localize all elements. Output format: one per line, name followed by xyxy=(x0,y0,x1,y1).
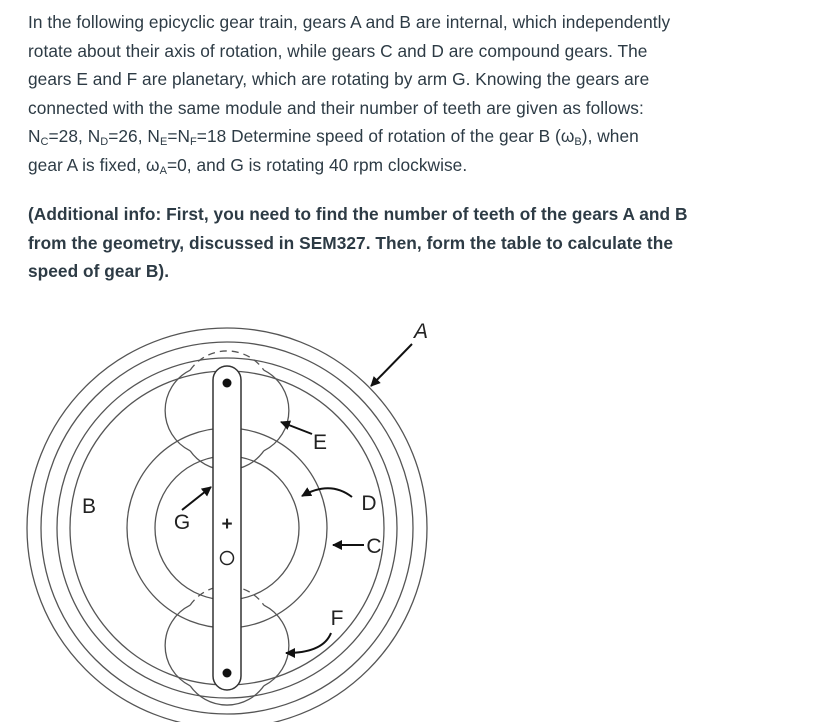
additional-line-2: from the geometry, discussed in SEM327. Then, form the table to calculate the xyxy=(28,232,674,253)
additional-info xyxy=(28,200,818,286)
teeth-nd-value: =26, N xyxy=(108,126,160,147)
subscript-e: E xyxy=(159,136,168,149)
arrow-g xyxy=(182,487,211,510)
question-line-3: gears E and F are planetary, which are rotating by arm G. Knowing the gears are xyxy=(28,69,650,90)
arrow-a xyxy=(371,344,412,386)
center-o-circle xyxy=(221,552,234,565)
gear-train-diagram xyxy=(0,300,480,722)
label-a: A xyxy=(413,320,429,343)
label-e: E xyxy=(312,431,328,454)
subscript-b: B xyxy=(574,136,582,149)
question-line-2: rotate about their axis of rotation, while gears C and D are compound gears. The xyxy=(28,40,648,61)
additional-line-1: (Additional info: First, you need to find the number of teeth of the gears A and B xyxy=(28,204,688,224)
gear-a-fixed-text: gear A is fixed, ω xyxy=(28,154,160,175)
question-line-6 xyxy=(28,151,818,180)
label-g: G xyxy=(173,511,191,534)
subscript-d: D xyxy=(100,136,109,149)
subscript-f: F xyxy=(190,136,197,149)
arrow-f xyxy=(286,633,331,653)
label-b: B xyxy=(81,495,97,518)
arm-speed-text: =0, and G is rotating 40 rpm clockwise. xyxy=(166,154,468,175)
teeth-symbol-n: N xyxy=(28,126,41,147)
arrow-d xyxy=(302,488,352,497)
question-line-5 xyxy=(28,122,818,151)
label-d: D xyxy=(361,492,377,515)
gear-e-pivot xyxy=(223,379,232,388)
additional-line-3: speed of gear B). xyxy=(28,261,170,282)
label-f: F xyxy=(330,607,344,630)
teeth-equal-sign: =N xyxy=(167,126,191,147)
label-c: C xyxy=(366,535,382,558)
question-line-1: In the following epicyclic gear train, gears A and B are internal, which independently xyxy=(28,12,671,32)
teeth-nef-value: =18 Determine speed of rotation of the gear B (ω xyxy=(196,126,575,147)
question-text xyxy=(28,8,818,180)
when-text: ), when xyxy=(581,126,639,147)
subscript-c: C xyxy=(40,136,49,149)
subscript-a: A xyxy=(159,164,167,177)
label-plus: + xyxy=(221,514,233,535)
gear-f-pivot xyxy=(223,669,232,678)
question-line-4: connected with the same module and their number of teeth are given as follows: xyxy=(28,97,644,118)
teeth-nc-value: =28, N xyxy=(48,126,101,147)
